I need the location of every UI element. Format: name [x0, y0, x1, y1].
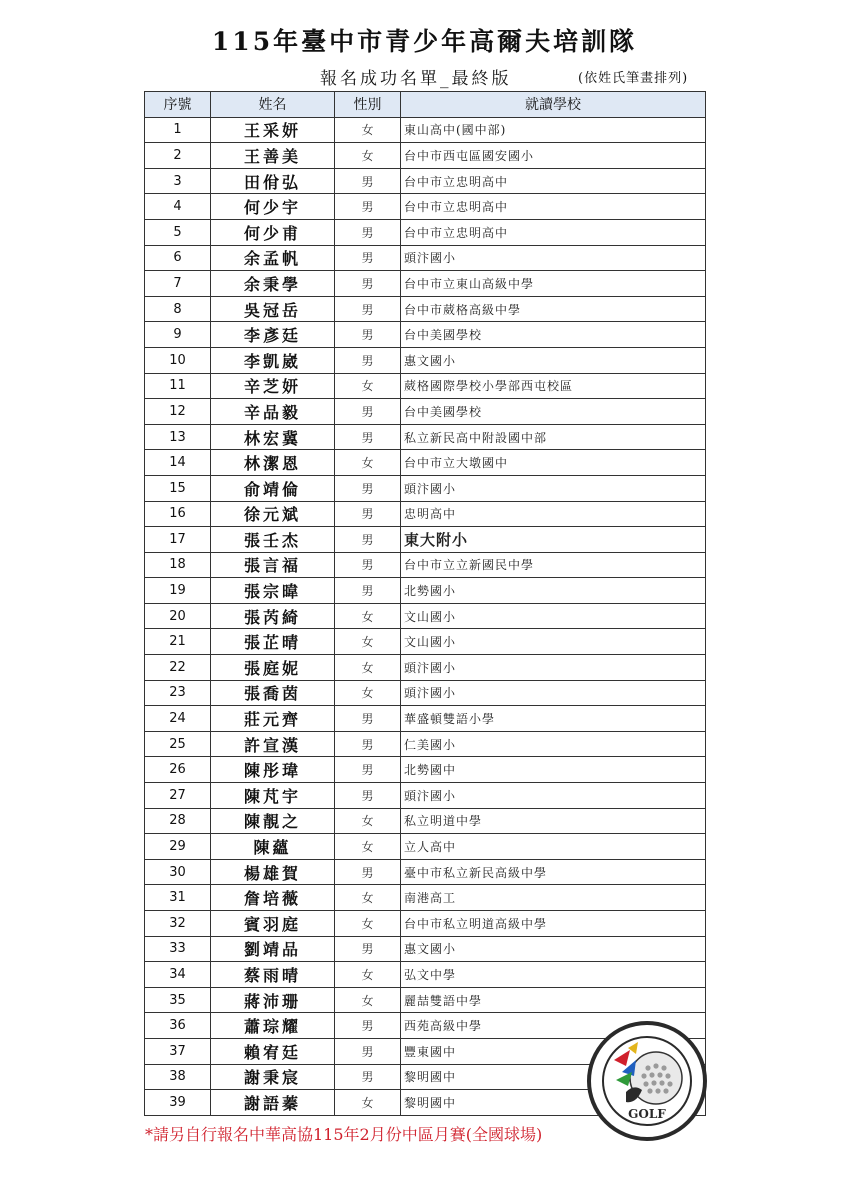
cell-school: 私立明道中學: [401, 808, 706, 834]
cell-school: 頭汴國小: [401, 475, 706, 501]
document-title: 115年臺中市青少年高爾夫培訓隊: [211, 27, 638, 56]
cell-number: 29: [145, 834, 211, 860]
cell-name: 陳靚之: [211, 808, 335, 834]
cell-school: 台中市立東山高級中學: [401, 271, 706, 297]
cell-name: 張芮綺: [211, 603, 335, 629]
cell-name: 余孟帆: [211, 245, 335, 271]
cell-school: 仁美國小: [401, 731, 706, 757]
cell-name: 賓羽庭: [211, 911, 335, 937]
cell-number: 7: [145, 271, 211, 297]
cell-gender: 男: [335, 296, 401, 322]
cell-name: 張壬杰: [211, 527, 335, 553]
cell-gender: 男: [335, 245, 401, 271]
cell-name: 張庭妮: [211, 655, 335, 681]
cell-name: 蔣沛珊: [211, 987, 335, 1013]
cell-number: 31: [145, 885, 211, 911]
table-row: [145, 834, 706, 860]
cell-gender: 女: [335, 808, 401, 834]
table-row: [145, 911, 706, 937]
cell-number: 21: [145, 629, 211, 655]
document-subtitle: 報名成功名單_最終版: [320, 69, 512, 89]
cell-school: 華盛頓雙語小學: [401, 706, 706, 732]
cell-school: 台中市立立新國民中學: [401, 552, 706, 578]
cell-number: 23: [145, 680, 211, 706]
cell-school: 黎明國中: [401, 1090, 706, 1116]
table-row: [145, 987, 706, 1013]
column-header-name: 姓名: [211, 92, 335, 118]
cell-gender: 男: [335, 1064, 401, 1090]
cell-name: 莊元齊: [211, 706, 335, 732]
cell-gender: 男: [335, 194, 401, 220]
cell-school: 台中市西屯區國安國小: [401, 143, 706, 169]
cell-gender: 男: [335, 501, 401, 527]
table-row: [145, 296, 706, 322]
cell-name: 陳蘊: [211, 834, 335, 860]
cell-number: 2: [145, 143, 211, 169]
table-row: [145, 501, 706, 527]
cell-number: 33: [145, 936, 211, 962]
cell-school: 弘文中學: [401, 962, 706, 988]
cell-name: 林潔恩: [211, 450, 335, 476]
cell-number: 28: [145, 808, 211, 834]
registration-footnote: *請另自行報名中華高協115年2月份中區月賽(全國球場): [145, 1125, 543, 1144]
cell-name: 李凱崴: [211, 347, 335, 373]
cell-gender: 男: [335, 271, 401, 297]
cell-gender: 女: [335, 373, 401, 399]
table-row: [145, 194, 706, 220]
cell-name: 詹培薇: [211, 885, 335, 911]
table-row: [145, 117, 706, 143]
cell-gender: 男: [335, 168, 401, 194]
cell-number: 25: [145, 731, 211, 757]
cell-gender: 男: [335, 475, 401, 501]
cell-school: 豐東國中: [401, 1038, 706, 1064]
cell-school: 頭汴國小: [401, 245, 706, 271]
cell-number: 6: [145, 245, 211, 271]
cell-school: 台中美國學校: [401, 322, 706, 348]
cell-number: 8: [145, 296, 211, 322]
table-row: [145, 885, 706, 911]
cell-school: 惠文國小: [401, 936, 706, 962]
column-header-gender: 性別: [335, 92, 401, 118]
cell-number: 35: [145, 987, 211, 1013]
cell-name: 蕭琮耀: [211, 1013, 335, 1039]
golf-committee-seal: [586, 1020, 708, 1142]
cell-gender: 男: [335, 552, 401, 578]
cell-name: 張言福: [211, 552, 335, 578]
cell-school: 頭汴國小: [401, 655, 706, 681]
table-row: [145, 143, 706, 169]
cell-school: 東大附小: [401, 527, 706, 553]
cell-name: 張芷晴: [211, 629, 335, 655]
cell-gender: 女: [335, 911, 401, 937]
cell-name: 蔡雨晴: [211, 962, 335, 988]
cell-gender: 男: [335, 1038, 401, 1064]
cell-school: 臺中市私立新民高級中學: [401, 859, 706, 885]
table-row: [145, 219, 706, 245]
cell-gender: 男: [335, 1013, 401, 1039]
table-row: [145, 706, 706, 732]
sort-note: (依姓氏筆畫排列): [578, 71, 689, 86]
cell-gender: 男: [335, 322, 401, 348]
cell-gender: 男: [335, 859, 401, 885]
table-row: [145, 168, 706, 194]
cell-school: 台中市立忠明高中: [401, 194, 706, 220]
cell-gender: 女: [335, 962, 401, 988]
cell-gender: 男: [335, 219, 401, 245]
cell-number: 20: [145, 603, 211, 629]
table-row: [145, 527, 706, 553]
cell-name: 謝語蓁: [211, 1090, 335, 1116]
cell-gender: 男: [335, 757, 401, 783]
cell-name: 徐元斌: [211, 501, 335, 527]
table-row: [145, 936, 706, 962]
cell-gender: 女: [335, 603, 401, 629]
table-row: [145, 962, 706, 988]
cell-school: 私立新民高中附設國中部: [401, 424, 706, 450]
table-row: [145, 424, 706, 450]
cell-name: 吳冠岳: [211, 296, 335, 322]
cell-gender: 女: [335, 143, 401, 169]
cell-name: 田佾弘: [211, 168, 335, 194]
cell-gender: 女: [335, 117, 401, 143]
cell-gender: 男: [335, 783, 401, 809]
table-row: [145, 578, 706, 604]
seal-golf-text: GOLF: [628, 1107, 666, 1121]
cell-number: 22: [145, 655, 211, 681]
cell-school: 頭汴國小: [401, 783, 706, 809]
cell-gender: 女: [335, 987, 401, 1013]
cell-number: 30: [145, 859, 211, 885]
table-row: [145, 450, 706, 476]
cell-number: 38: [145, 1064, 211, 1090]
cell-name: 許宣漢: [211, 731, 335, 757]
cell-school: 麗喆雙語中學: [401, 987, 706, 1013]
table-header-row: [145, 92, 706, 118]
cell-name: 林宏冀: [211, 424, 335, 450]
cell-name: 辛芝妍: [211, 373, 335, 399]
cell-gender: 男: [335, 706, 401, 732]
cell-number: 27: [145, 783, 211, 809]
cell-school: 台中市立忠明高中: [401, 219, 706, 245]
cell-gender: 女: [335, 885, 401, 911]
cell-school: 黎明國中: [401, 1064, 706, 1090]
table-row: [145, 373, 706, 399]
cell-name: 王善美: [211, 143, 335, 169]
cell-number: 19: [145, 578, 211, 604]
cell-school: 葳格國際學校小學部西屯校區: [401, 373, 706, 399]
table-row: [145, 347, 706, 373]
cell-name: 賴宥廷: [211, 1038, 335, 1064]
cell-number: 37: [145, 1038, 211, 1064]
cell-school: 忠明高中: [401, 501, 706, 527]
cell-gender: 男: [335, 578, 401, 604]
table-row: [145, 731, 706, 757]
cell-school: 台中市葳格高級中學: [401, 296, 706, 322]
cell-gender: 男: [335, 424, 401, 450]
cell-number: 36: [145, 1013, 211, 1039]
cell-school: 台中市私立明道高級中學: [401, 911, 706, 937]
cell-school: 台中市立忠明高中: [401, 168, 706, 194]
table-row: [145, 322, 706, 348]
table-row: [145, 680, 706, 706]
cell-gender: 女: [335, 450, 401, 476]
cell-school: 東山高中(國中部): [401, 117, 706, 143]
cell-name: 劉靖品: [211, 936, 335, 962]
table-row: [145, 603, 706, 629]
cell-gender: 男: [335, 936, 401, 962]
cell-name: 謝秉宸: [211, 1064, 335, 1090]
cell-gender: 女: [335, 655, 401, 681]
cell-number: 3: [145, 168, 211, 194]
cell-school: 惠文國小: [401, 347, 706, 373]
cell-school: 北勢國中: [401, 757, 706, 783]
table-row: [145, 475, 706, 501]
cell-school: 北勢國小: [401, 578, 706, 604]
cell-school: 立人高中: [401, 834, 706, 860]
cell-gender: 男: [335, 347, 401, 373]
cell-number: 4: [145, 194, 211, 220]
cell-gender: 女: [335, 1090, 401, 1116]
cell-number: 9: [145, 322, 211, 348]
cell-name: 陳彤瑋: [211, 757, 335, 783]
cell-gender: 男: [335, 731, 401, 757]
cell-school: 文山國小: [401, 603, 706, 629]
cell-name: 辛品毅: [211, 399, 335, 425]
cell-number: 16: [145, 501, 211, 527]
cell-gender: 男: [335, 527, 401, 553]
cell-number: 13: [145, 424, 211, 450]
table-row: [145, 629, 706, 655]
cell-name: 陳芃宇: [211, 783, 335, 809]
cell-number: 26: [145, 757, 211, 783]
cell-name: 何少甫: [211, 219, 335, 245]
cell-number: 32: [145, 911, 211, 937]
cell-name: 何少宇: [211, 194, 335, 220]
cell-gender: 女: [335, 834, 401, 860]
cell-number: 12: [145, 399, 211, 425]
cell-name: 楊雄賀: [211, 859, 335, 885]
cell-number: 10: [145, 347, 211, 373]
cell-number: 1: [145, 117, 211, 143]
cell-school: 台中美國學校: [401, 399, 706, 425]
cell-school: 文山國小: [401, 629, 706, 655]
table-row: [145, 808, 706, 834]
cell-number: 17: [145, 527, 211, 553]
column-header-school: 就讀學校: [401, 92, 706, 118]
cell-gender: 男: [335, 399, 401, 425]
roster-table: [144, 91, 706, 1116]
cell-name: 張宗暐: [211, 578, 335, 604]
cell-number: 39: [145, 1090, 211, 1116]
table-row: [145, 859, 706, 885]
table-row: [145, 399, 706, 425]
cell-number: 15: [145, 475, 211, 501]
cell-school: 頭汴國小: [401, 680, 706, 706]
cell-number: 11: [145, 373, 211, 399]
column-header-number: 序號: [145, 92, 211, 118]
table-row: [145, 757, 706, 783]
cell-number: 34: [145, 962, 211, 988]
cell-name: 李彥廷: [211, 322, 335, 348]
table-row: [145, 655, 706, 681]
cell-number: 24: [145, 706, 211, 732]
cell-number: 5: [145, 219, 211, 245]
table-row: [145, 271, 706, 297]
table-row: [145, 783, 706, 809]
table-row: [145, 245, 706, 271]
table-row: [145, 552, 706, 578]
cell-name: 俞靖倫: [211, 475, 335, 501]
cell-name: 王采妍: [211, 117, 335, 143]
cell-gender: 女: [335, 680, 401, 706]
cell-number: 18: [145, 552, 211, 578]
cell-name: 余秉學: [211, 271, 335, 297]
cell-school: 南港高工: [401, 885, 706, 911]
cell-name: 張喬茵: [211, 680, 335, 706]
cell-gender: 女: [335, 629, 401, 655]
cell-school: 西苑高級中學: [401, 1013, 706, 1039]
cell-number: 14: [145, 450, 211, 476]
cell-school: 台中市立大墩國中: [401, 450, 706, 476]
